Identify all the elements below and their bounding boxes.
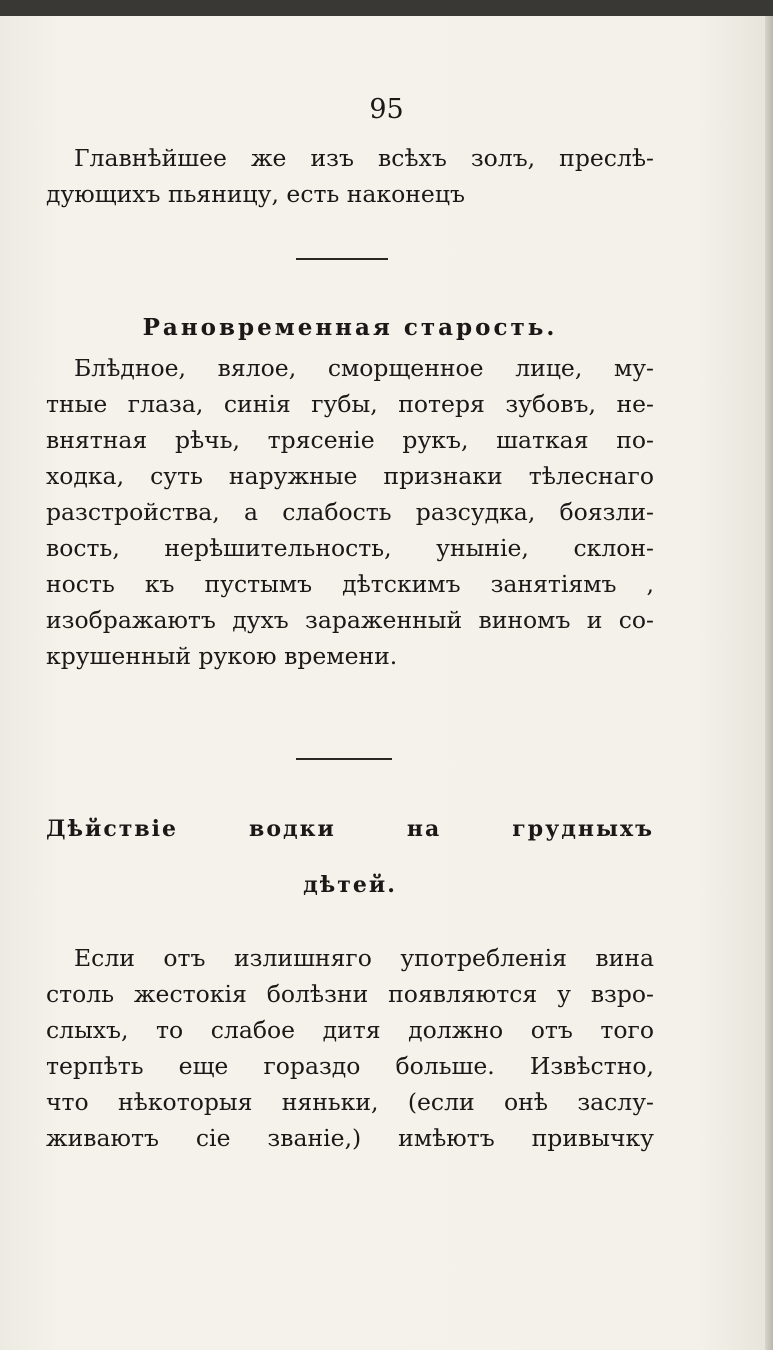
paragraph xyxy=(46,940,654,1156)
scan-right-edge xyxy=(765,16,773,1350)
text-line: Главнѣйшее же изъ всѣхъ золъ, преслѣ- xyxy=(74,144,654,172)
section-heading-continued: дѣтей. xyxy=(303,872,397,898)
section-divider xyxy=(296,258,388,260)
text-line: живаютъ сіе званіе,) имѣютъ привычку xyxy=(46,1124,654,1152)
section-heading: Дѣйствіе водки на грудныхъ xyxy=(46,816,654,842)
text-line: внятная рѣчь, трясеніе рукъ, шаткая по- xyxy=(46,426,654,454)
text-line: ность къ пустымъ дѣтскимъ занятіямъ , xyxy=(46,570,654,598)
text-line: Если отъ излишняго употребленія вина xyxy=(74,944,654,972)
text-line: вость, нерѣшительность, уныніе, склон- xyxy=(46,534,654,562)
text-line: что нѣкоторыя няньки, (если онѣ заслу- xyxy=(46,1088,654,1116)
text-line: Блѣдное, вялое, сморщенное лице, му- xyxy=(74,354,654,382)
intro-paragraph xyxy=(46,140,654,212)
text-line: дующихъ пьяницу, есть наконецъ xyxy=(46,180,465,208)
section-heading: Рановременная старость. xyxy=(142,314,558,341)
text-line: тные глаза, синія губы, потеря зубовъ, не- xyxy=(46,390,654,418)
text-line: разстройства, а слабость разсудка, боязли- xyxy=(46,498,654,526)
text-line: ходка, суть наружные признаки тѣлеснаго xyxy=(46,462,654,490)
text-line: крушенный рукою времени. xyxy=(46,642,398,670)
page-number: 95 xyxy=(369,94,404,125)
text-line: слыхъ, то слабое дитя должно отъ того xyxy=(46,1016,654,1044)
text-line: изображаютъ духъ зараженный виномъ и со- xyxy=(46,606,654,634)
scan-top-edge xyxy=(0,0,773,16)
text-line: столь жестокія болѣзни появляются у взро- xyxy=(46,980,654,1008)
paragraph xyxy=(46,350,654,674)
text-line: терпѣть еще гораздо больше. Извѣстно, xyxy=(46,1052,654,1080)
section-divider xyxy=(296,758,392,760)
